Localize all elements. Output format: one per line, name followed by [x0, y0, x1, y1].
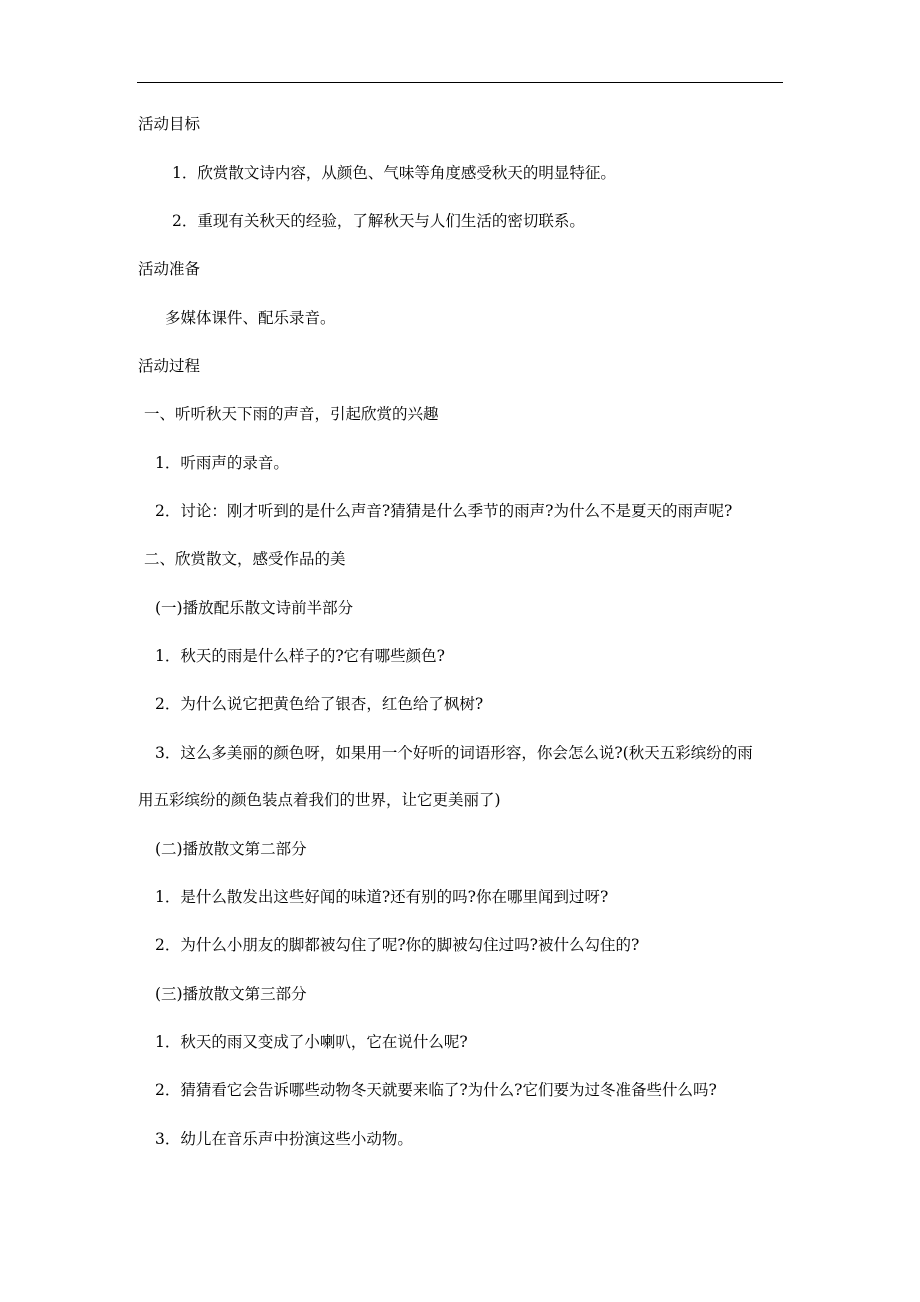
- subsection-one-item-3: 3．这么多美丽的颜色呀，如果用一个好听的词语形容，你会怎么说?(秋天五彩缤纷的雨: [155, 744, 753, 762]
- section-one-title: 一、听听秋天下雨的声音，引起欣赏的兴趣: [144, 405, 439, 423]
- subsection-two-item-2: 2．为什么小朋友的脚都被勾住了呢?你的脚被勾住过吗?被什么勾住的?: [155, 936, 640, 954]
- subsection-two-item-1: 1．是什么散发出这些好闻的味道?还有别的吗?你在哪里闻到过呀?: [155, 888, 609, 906]
- subsection-one-item-2: 2．为什么说它把黄色给了银杏，红色给了枫树?: [155, 695, 484, 713]
- subsection-one-title: (一)播放配乐散文诗前半部分: [155, 599, 354, 617]
- section-two-title: 二、欣赏散文，感受作品的美: [144, 550, 346, 568]
- subsection-three-item-1: 1．秋天的雨又变成了小喇叭，它在说什么呢?: [155, 1033, 468, 1051]
- heading-activity-goals: 活动目标: [138, 115, 201, 133]
- heading-activity-process: 活动过程: [138, 357, 201, 375]
- section-one-item-1: 1．听雨声的录音。: [155, 454, 289, 472]
- subsection-three-item-2: 2．猜猜看它会告诉哪些动物冬天就要来临了?为什么?它们要为过冬准备些什么吗?: [155, 1081, 717, 1099]
- subsection-two-title: (二)播放散文第二部分: [155, 840, 307, 858]
- subsection-three-title: (三)播放散文第三部分: [155, 985, 307, 1003]
- preparation-text: 多媒体课件、配乐录音。: [165, 309, 336, 327]
- header-rule: [137, 82, 783, 83]
- goal-item-1: 1．欣赏散文诗内容，从颜色、气味等角度感受秋天的明显特征。: [172, 164, 616, 182]
- subsection-one-item-1: 1．秋天的雨是什么样子的?它有哪些颜色?: [155, 647, 445, 665]
- section-one-item-2: 2．讨论：刚才听到的是什么声音?猜猜是什么季节的雨声?为什么不是夏天的雨声呢?: [155, 502, 733, 520]
- subsection-one-item-3-continued: 用五彩缤纷的颜色装点着我们的世界，让它更美丽了): [138, 791, 501, 809]
- subsection-three-item-3: 3．幼儿在音乐声中扮演这些小动物。: [155, 1130, 413, 1148]
- heading-activity-preparation: 活动准备: [138, 260, 201, 278]
- goal-item-2: 2．重现有关秋天的经验，了解秋天与人们生活的密切联系。: [172, 212, 585, 230]
